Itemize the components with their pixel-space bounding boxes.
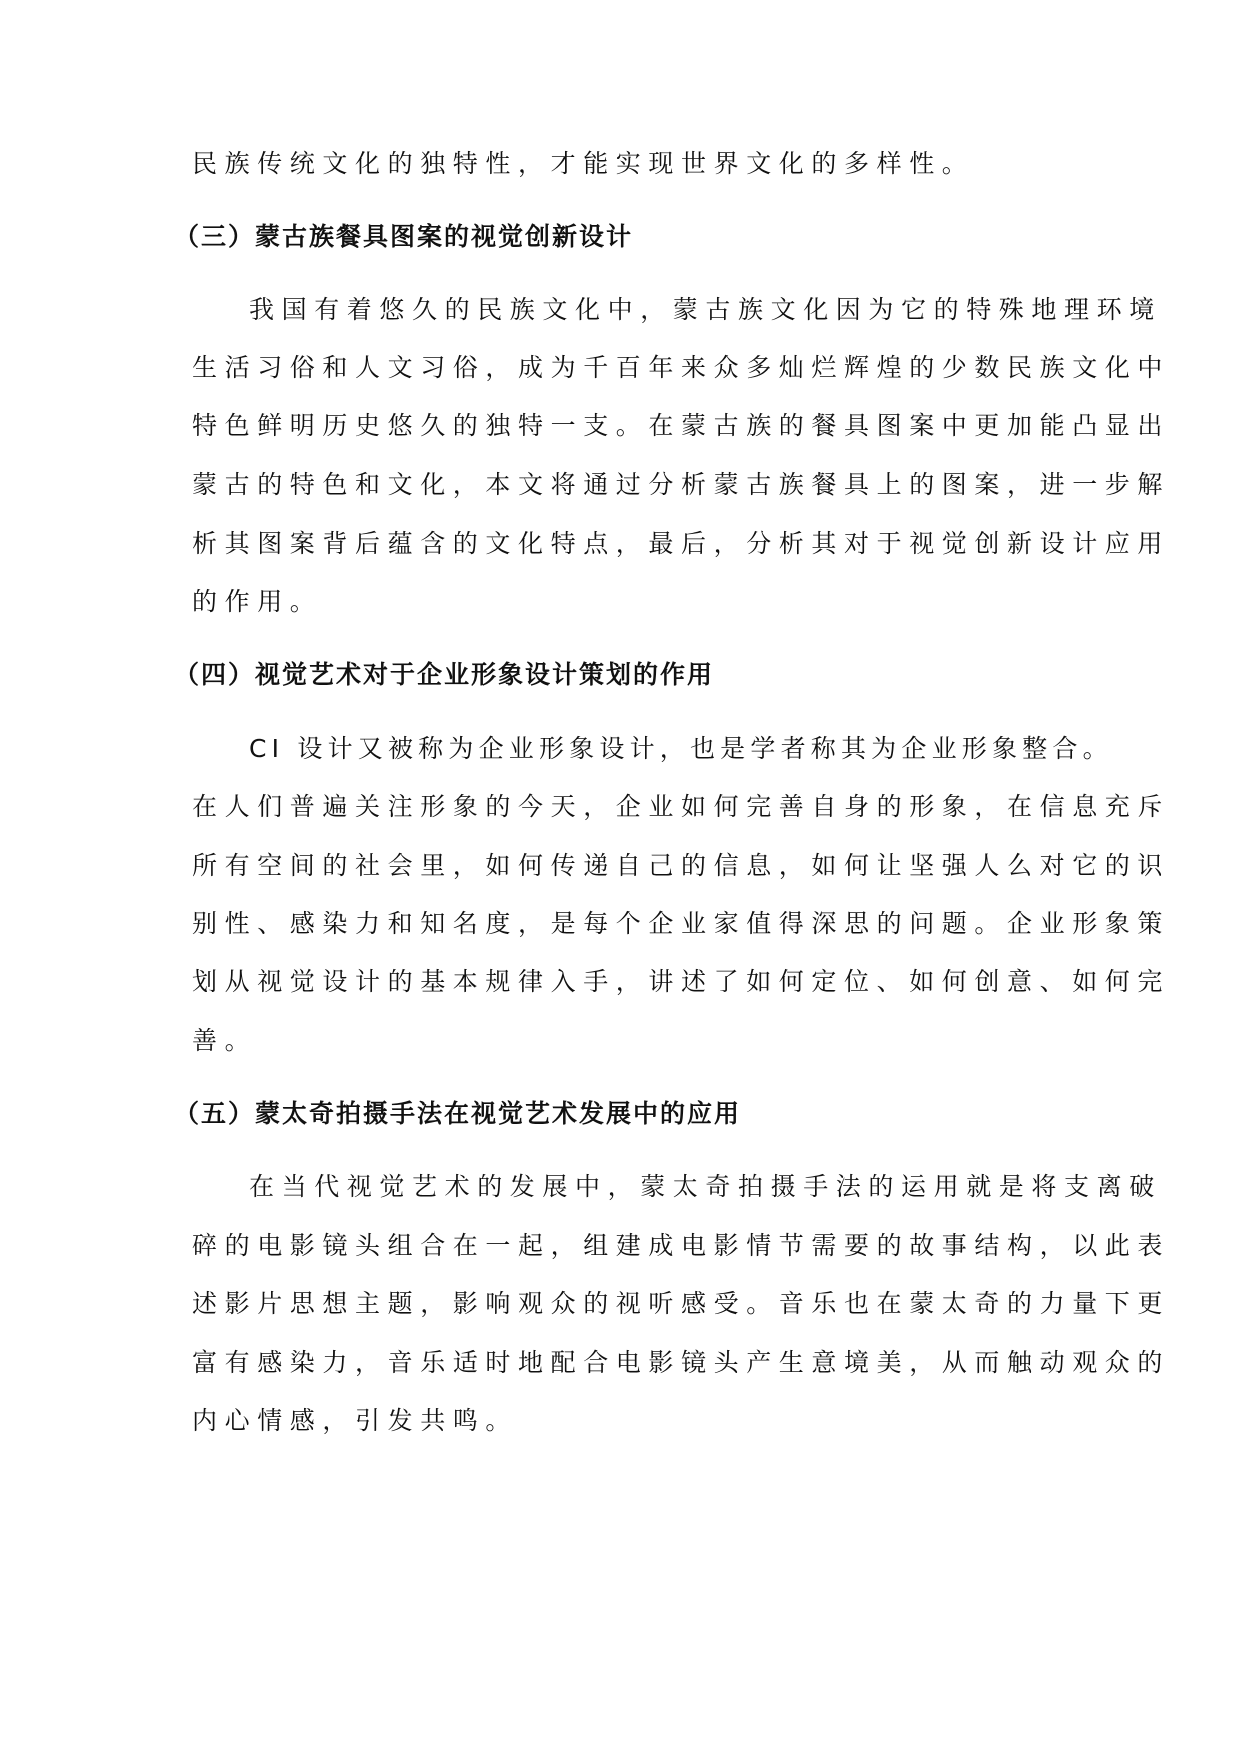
paragraph-line: 的作用。 [192,587,323,616]
paragraph-line: 别性、感染力和知名度，是每个企业家值得深思的问题。企业形象策 [192,909,1171,938]
paragraph-line: CI 设计又被称为企业形象设计，也是学者称其为企业形象整合。 [249,734,1113,763]
paragraph-line: 碎的电影镜头组合在一起，组建成电影情节需要的故事结构，以此表 [192,1231,1171,1260]
paragraph-line: 划从视觉设计的基本规律入手，讲述了如何定位、如何创意、如何完 [192,967,1171,996]
paragraph-line: 在人们普遍关注形象的今天，企业如何完善自身的形象，在信息充斥 [192,792,1171,821]
paragraph-line: 善。 [192,1026,258,1055]
paragraph-line: 内心情感，引发共鸣。 [192,1406,519,1435]
paragraph-line: 述影片思想主题，影响观众的视听感受。音乐也在蒙太奇的力量下更 [192,1289,1171,1318]
section-heading: （五）蒙太奇拍摄手法在视觉艺术发展中的应用 [174,1099,742,1128]
section-heading: （三）蒙古族餐具图案的视觉创新设计 [174,222,634,251]
paragraph-line: 民族传统文化的独特性，才能实现世界文化的多样性。 [192,149,975,178]
section-heading: （四）视觉艺术对于企业形象设计策划的作用 [174,660,715,689]
paragraph-line: 特色鲜明历史悠久的独特一支。在蒙古族的餐具图案中更加能凸显出 [192,411,1171,440]
paragraph-line: 析其图案背后蕴含的文化特点，最后，分析其对于视觉创新设计应用 [192,529,1171,558]
paragraph-line: 所有空间的社会里，如何传递自己的信息，如何让坚强人么对它的识 [192,851,1171,880]
paragraph-line: 富有感染力，音乐适时地配合电影镜头产生意境美，从而触动观众的 [192,1348,1171,1377]
paragraph-line: 蒙古的特色和文化，本文将通过分析蒙古族餐具上的图案，进一步解 [192,470,1171,499]
paragraph-line: 在当代视觉艺术的发展中，蒙太奇拍摄手法的运用就是将支离破 [249,1172,1162,1201]
paragraph-line: 生活习俗和人文习俗，成为千百年来众多灿烂辉煌的少数民族文化中 [192,353,1171,382]
paragraph-line: 我国有着悠久的民族文化中，蒙古族文化因为它的特殊地理环境 [249,295,1162,324]
